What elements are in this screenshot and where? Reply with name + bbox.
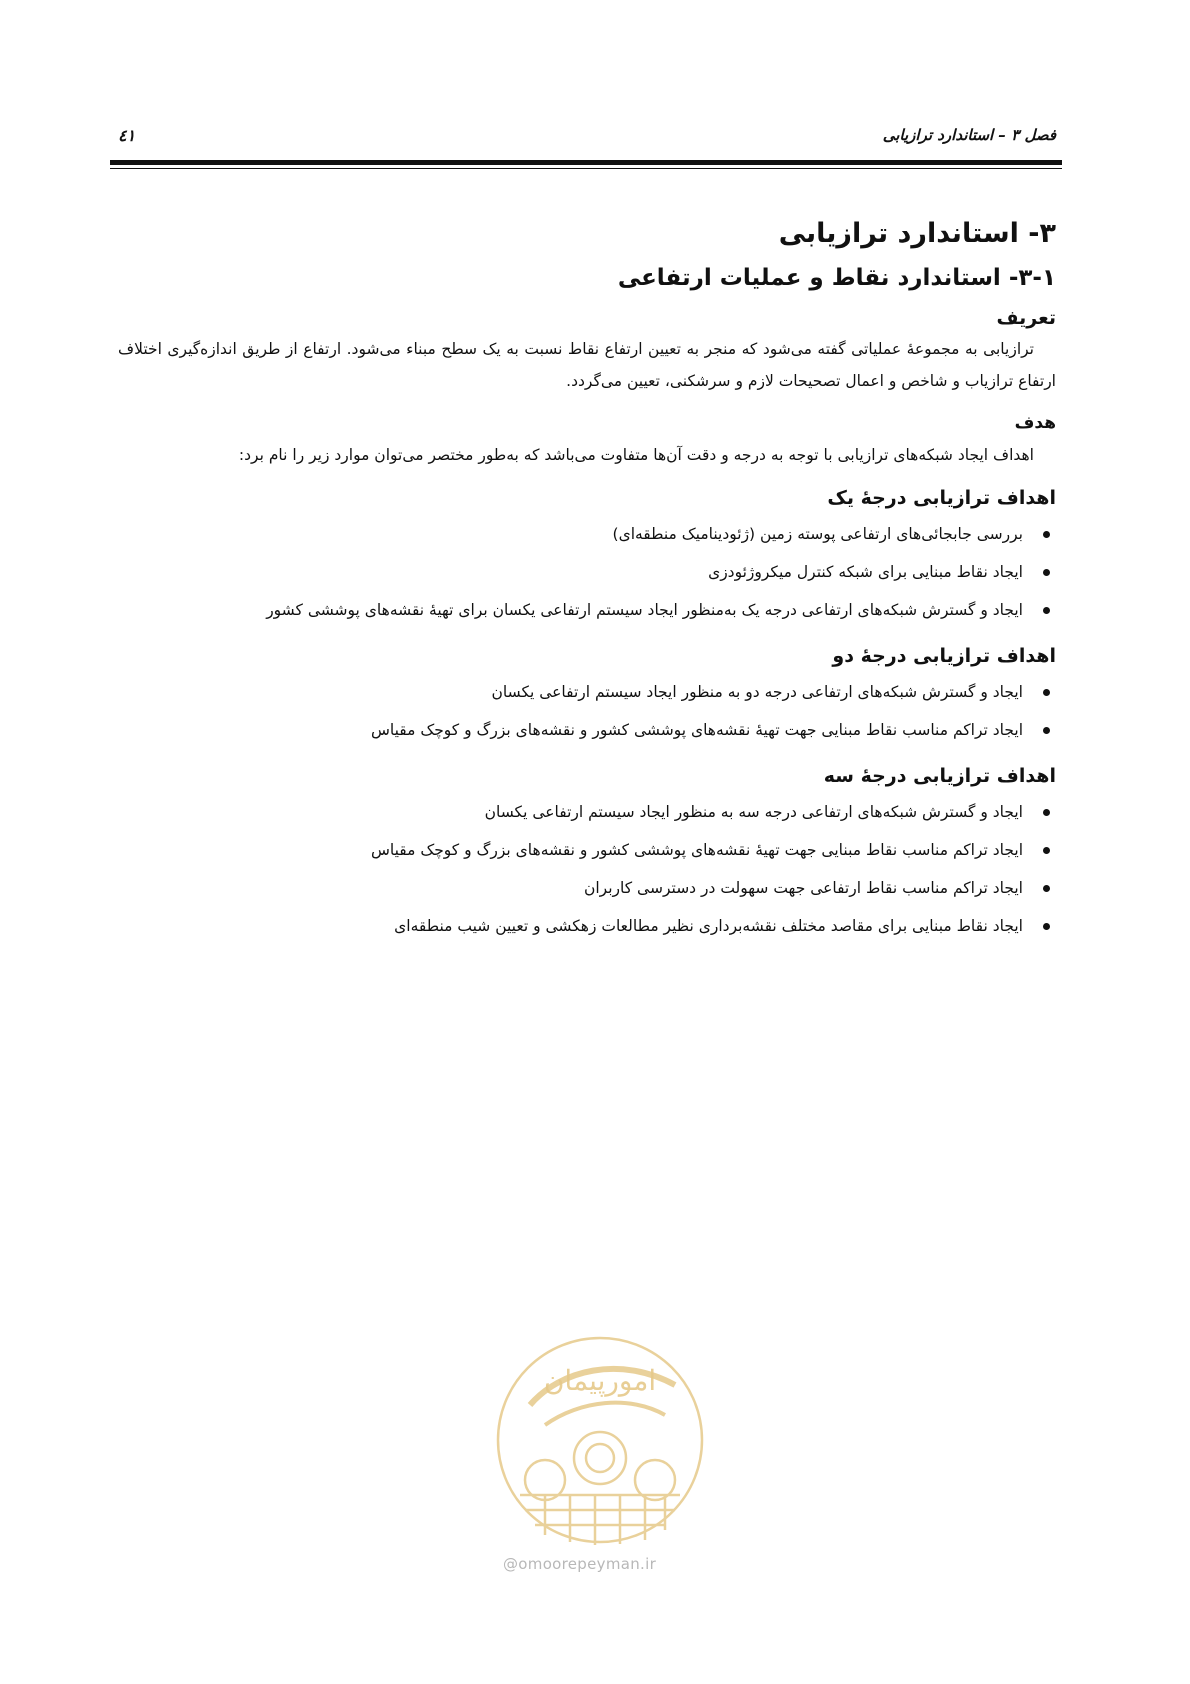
goal-section-heading: اهداف ترازیابی درجهٔ دو	[832, 645, 1056, 667]
header-rule-thin	[110, 168, 1062, 169]
goal-section-2	[118, 645, 1056, 749]
chapter-header: فصل ۳ – استاندارد ترازیابی	[882, 126, 1056, 144]
list-item: ایجاد و گسترش شبکه‌های ارتفاعی درجه سه به منظور ایجاد سیستم ارتفاعی یکسان	[118, 793, 1056, 831]
definition-paragraph: ترازیابی به مجموعهٔ عملیاتی گفته می‌شود که منجر به تعیین ارتفاع نقاط نسبت به یک سطح مبناء می‌شود. ارتفاع از طریق اندازه‌گیری اختلاف ارتفاع ترازیاب و شاخص و اعمال تصحیحات لازم و سرشکنی، تعیین می‌گردد.	[118, 340, 1056, 390]
main-content	[118, 218, 1056, 945]
bullet-list	[118, 515, 1056, 629]
goal-section-heading: اهداف ترازیابی درجهٔ یک	[827, 487, 1056, 509]
list-item: ایجاد نقاط مبنایی برای شبکه کنترل میکروژئودزی	[118, 553, 1056, 591]
bullet-icon	[1043, 923, 1050, 930]
bullet-icon	[1043, 531, 1050, 538]
list-item: ایجاد و گسترش شبکه‌های ارتفاعی درجه دو به منظور ایجاد سیستم ارتفاعی یکسان	[118, 673, 1056, 711]
bullet-icon	[1043, 885, 1050, 892]
list-item: ایجاد تراکم مناسب نقاط مبنایی جهت تهیهٔ نقشه‌های پوششی کشور و نقشه‌های بزرگ و کوچک مقیاس	[118, 831, 1056, 869]
goal-paragraph: اهداف ایجاد شبکه‌های ترازیابی با توجه به درجه و دقت آن‌ها متفاوت می‌باشد که به‌طور مختصر می‌توان موارد زیر را نام برد:	[238, 446, 1034, 464]
list-item: ایجاد نقاط مبنایی برای مقاصد مختلف نقشه‌برداری نظیر مطالعات زهکشی و تعیین شیب منطقه‌ای	[118, 907, 1056, 945]
watermark-logo-icon	[490, 1330, 710, 1550]
chapter-title: ۳- استاندارد ترازیابی	[778, 218, 1056, 249]
section-title: ۳-۱- استاندارد نقاط و عملیات ارتفاعی	[617, 265, 1056, 291]
bullet-list	[118, 673, 1056, 749]
bullet-list	[118, 793, 1056, 945]
definition-label: تعریف	[996, 307, 1056, 329]
bullet-icon	[1043, 847, 1050, 854]
watermark-site: @omoorepeyman.ir	[503, 1555, 657, 1573]
bullet-icon	[1043, 607, 1050, 614]
goal-section-3	[118, 765, 1056, 945]
goal-section-heading: اهداف ترازیابی درجهٔ سه	[823, 765, 1056, 787]
watermark-logo-text: امورپیمان	[543, 1364, 657, 1397]
list-item: ایجاد تراکم مناسب نقاط ارتفاعی جهت سهولت در دسترسی کاربران	[118, 869, 1056, 907]
goal-section-1	[118, 487, 1056, 629]
bullet-icon	[1043, 569, 1050, 576]
goal-label: هدف	[1014, 413, 1056, 433]
list-item: بررسی جابجائی‌های ارتفاعی پوسته زمین (ژئودینامیک منطقه‌ای)	[118, 515, 1056, 553]
bullet-icon	[1043, 809, 1050, 816]
list-item: ایجاد تراکم مناسب نقاط مبنایی جهت تهیهٔ نقشه‌های پوششی کشور و نقشه‌های بزرگ و کوچک مقیاس	[118, 711, 1056, 749]
bullet-icon	[1043, 727, 1050, 734]
bullet-icon	[1043, 689, 1050, 696]
page-number: ٤١	[118, 126, 136, 145]
header-rule-thick	[110, 160, 1062, 165]
list-item: ایجاد و گسترش شبکه‌های ارتفاعی درجه یک به‌منظور ایجاد سیستم ارتفاعی یکسان برای تهیهٔ نقشه‌های پوششی کشور	[118, 591, 1056, 629]
